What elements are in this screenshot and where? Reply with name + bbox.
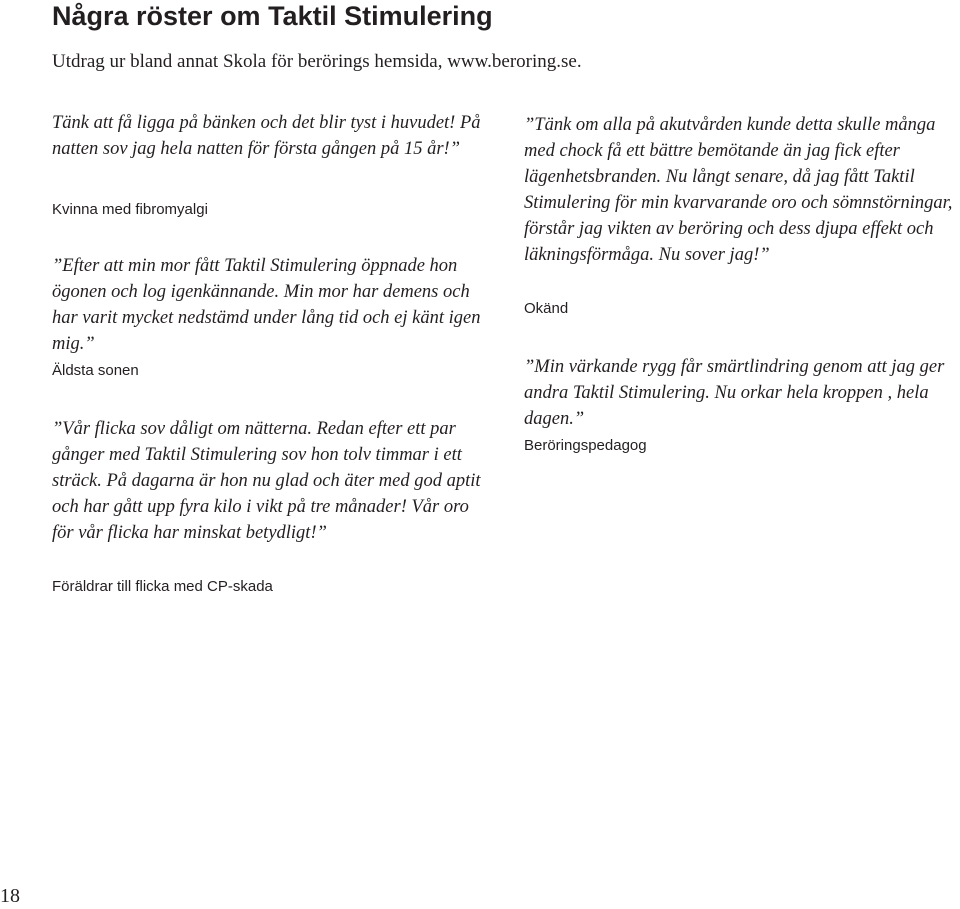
testimonial-attribution: Okänd	[524, 300, 569, 317]
testimonial-attribution: Beröringspedagog	[524, 437, 647, 454]
testimonial-quote: ”Min värkande rygg får smärtlindring genom att jag ger andra Taktil Stimulering. Nu orkar hela kroppen , hela dagen.”	[524, 357, 945, 429]
testimonial-attribution: Kvinna med fibromyalgi	[52, 201, 208, 218]
testimonial-quote: ”Tänk om alla på akutvården kunde detta skulle många med chock få ett bättre bemötande än jag fick efter lägenhetsbranden. Nu långt senare, då jag fått Taktil Stimulering för min kvarvarande oro och sömnstörningar, förstår jag vikten av beröring och dess djupa effekt och läkningsförmåga. Nu sover jag!”	[524, 115, 953, 265]
testimonial-attribution: Äldsta sonen	[52, 362, 139, 379]
testimonial-attribution: Föräldrar till flicka med CP-skada	[52, 578, 273, 595]
testimonial-quote: ”Vår flicka sov dåligt om nätterna. Redan efter ett par gånger med Taktil Stimulering sov hon tolv timmar i ett sträck. På dagarna är hon nu glad och äter med god aptit och har gått upp fyra kilo i vikt på tre månader! Vår oro för vår flicka har minskat betydligt!”	[52, 419, 481, 543]
page-number: 18	[0, 885, 20, 907]
page-subtitle: Utdrag ur bland annat Skola för berörings hemsida, www.beroring.se.	[52, 51, 582, 72]
testimonial-quote: ”Efter att min mor fått Taktil Stimulering öppnade hon ögonen och log igenkännande. Min mor har demens och har varit mycket nedstämd under lång tid och ej känt igen mig.”	[52, 256, 481, 354]
page-title: Några röster om Taktil Stimulering	[52, 1, 493, 31]
testimonial-quote: Tänk att få ligga på bänken och det blir tyst i huvudet! På natten sov jag hela natten för första gången på 15 år!”	[52, 113, 481, 159]
